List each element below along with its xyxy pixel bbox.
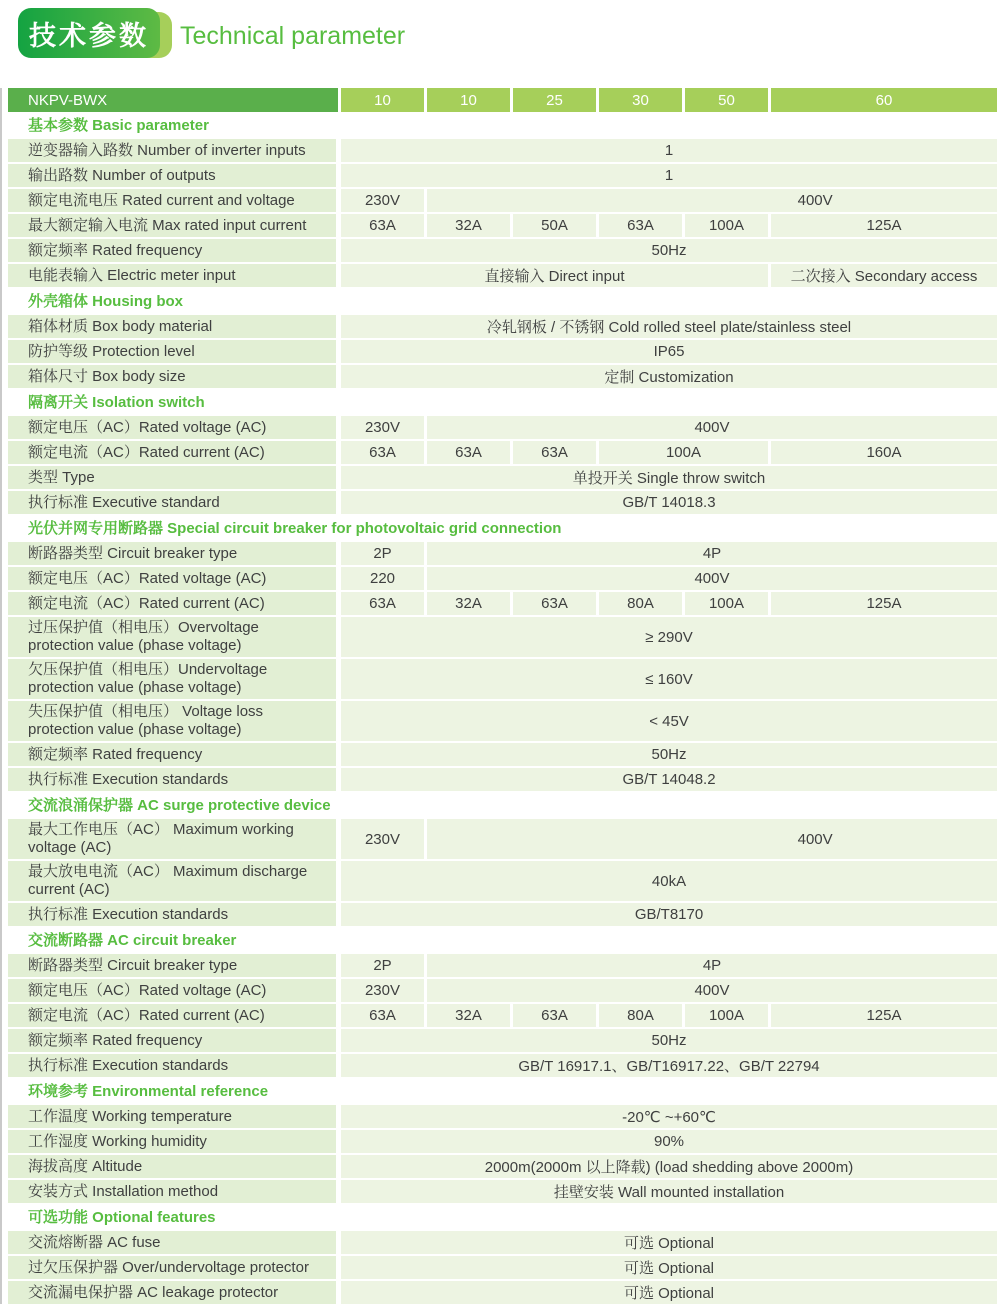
row-value: 90%: [338, 1130, 997, 1153]
table-row: [8, 903, 997, 926]
row-value: GB/T 16917.1、GB/T16917.22、GB/T 22794: [338, 1054, 997, 1077]
row-value: 4P: [424, 542, 997, 565]
row-value: 400V: [424, 819, 997, 859]
row-value: < 45V: [338, 701, 997, 741]
row-value: 100A: [596, 441, 768, 464]
row-value: 63A: [596, 214, 682, 237]
row-label: 输出路数 Number of outputs: [8, 164, 338, 187]
table-row: [8, 768, 997, 791]
table-row: [8, 979, 997, 1002]
section-header: 外壳箱体 Housing box: [28, 293, 183, 310]
row-value: 1: [338, 164, 997, 187]
row-value: 40kA: [338, 861, 997, 901]
row-label: 箱体材质 Box body material: [8, 315, 338, 338]
row-label: 电能表输入 Electric meter input: [8, 264, 338, 287]
section-header: 光伏并网专用断路器 Special circuit breaker for photovoltaic grid connection: [28, 520, 562, 537]
row-label: 工作温度 Working temperature: [8, 1105, 338, 1128]
page-title-zh: 技术参数: [29, 20, 149, 51]
row-value: GB/T 14048.2: [338, 768, 997, 791]
row-value: 可选 Optional: [338, 1281, 997, 1304]
row-label: 箱体尺寸 Box body size: [8, 365, 338, 388]
row-label: 欠压保护值（相电压）Undervoltage protection value (phase voltage): [8, 659, 338, 699]
title-badge: [18, 8, 160, 58]
section-header: 可选功能 Optional features: [28, 1209, 216, 1226]
row-label: 工作湿度 Working humidity: [8, 1130, 338, 1153]
row-label: 类型 Type: [8, 466, 338, 489]
row-value: ≥ 290V: [338, 617, 997, 657]
row-value: 80A: [596, 592, 682, 615]
table-body: [8, 113, 991, 1304]
row-value: 63A: [510, 441, 596, 464]
table-row: [8, 139, 997, 162]
table-row: [8, 239, 997, 262]
page-header: [0, 0, 1000, 88]
row-value: IP65: [338, 340, 997, 363]
row-value: 125A: [768, 214, 997, 237]
row-label: 断路器类型 Circuit breaker type: [8, 542, 338, 565]
row-value: 63A: [338, 214, 424, 237]
table-row: [8, 466, 997, 489]
table-row: [8, 819, 997, 859]
column-header: 30: [596, 88, 682, 112]
row-label: 交流漏电保护器 AC leakage protector: [8, 1281, 338, 1304]
row-value: 220: [338, 567, 424, 590]
row-value: 可选 Optional: [338, 1231, 997, 1254]
table-row: [8, 542, 997, 565]
table-row: [8, 189, 997, 212]
section-header: 基本参数 Basic parameter: [28, 117, 209, 134]
column-header: 25: [510, 88, 596, 112]
row-value: 63A: [338, 592, 424, 615]
table-row: [8, 416, 997, 439]
row-value: 50Hz: [338, 1029, 997, 1052]
table-row: [8, 1105, 997, 1128]
row-value: 400V: [424, 979, 997, 1002]
row-label: 额定电压（AC）Rated voltage (AC): [8, 416, 338, 439]
row-label: 额定电流（AC）Rated current (AC): [8, 592, 338, 615]
row-value: -20℃ ~+60℃: [338, 1105, 997, 1128]
table-row: [8, 617, 997, 657]
row-label: 额定电流电压 Rated current and voltage: [8, 189, 338, 212]
column-header: 10: [338, 88, 424, 112]
row-label: 额定频率 Rated frequency: [8, 1029, 338, 1052]
row-value: 50Hz: [338, 743, 997, 766]
column-header: 50: [682, 88, 768, 112]
row-value: 125A: [768, 592, 997, 615]
row-label: 最大额定输入电流 Max rated input current: [8, 214, 338, 237]
section-header: 交流断路器 AC circuit breaker: [28, 932, 237, 949]
row-value: 32A: [424, 214, 510, 237]
row-label: 最大工作电压（AC） Maximum working voltage (AC): [8, 819, 338, 859]
row-value: 2P: [338, 954, 424, 977]
row-label: 额定电压（AC）Rated voltage (AC): [8, 979, 338, 1002]
column-header: 10: [424, 88, 510, 112]
section-header: 环境参考 Environmental reference: [28, 1083, 269, 1100]
row-value: 63A: [338, 441, 424, 464]
row-value: 63A: [510, 592, 596, 615]
row-value: 定制 Customization: [338, 365, 997, 388]
table-row: [8, 1004, 997, 1027]
row-label: 交流熔断器 AC fuse: [8, 1231, 338, 1254]
table-row: [8, 340, 997, 363]
row-value: 63A: [424, 441, 510, 464]
model-label: NKPV-BWX: [8, 88, 338, 112]
table-row: [8, 164, 997, 187]
row-value: 100A: [682, 214, 768, 237]
row-value: 2000m(2000m 以上降载) (load shedding above 2000m): [338, 1155, 997, 1178]
row-value: 125A: [768, 1004, 997, 1027]
row-value: 直接输入 Direct input: [338, 264, 768, 287]
table-row: [8, 1155, 997, 1178]
row-value: 230V: [338, 189, 424, 212]
row-label: 海拔高度 Altitude: [8, 1155, 338, 1178]
row-value: 63A: [510, 1004, 596, 1027]
row-value: 230V: [338, 979, 424, 1002]
row-value: 4P: [424, 954, 997, 977]
table-row: [8, 264, 997, 287]
row-value: 挂壁安装 Wall mounted installation: [338, 1180, 997, 1203]
table-row: [8, 592, 997, 615]
row-value: ≤ 160V: [338, 659, 997, 699]
row-value: 50A: [510, 214, 596, 237]
table-row: [8, 315, 997, 338]
row-value: 400V: [424, 567, 997, 590]
table-row: [8, 1054, 997, 1077]
row-value: 可选 Optional: [338, 1256, 997, 1279]
table-row: [8, 954, 997, 977]
row-value: GB/T 14018.3: [338, 491, 997, 514]
table-row: [8, 567, 997, 590]
technical-parameter-table: [0, 88, 991, 1304]
row-value: 100A: [682, 592, 768, 615]
row-label: 最大放电电流（AC） Maximum discharge current (AC): [8, 861, 338, 901]
row-value: 100A: [682, 1004, 768, 1027]
row-label: 断路器类型 Circuit breaker type: [8, 954, 338, 977]
row-label: 额定电流（AC）Rated current (AC): [8, 441, 338, 464]
section-header: 交流浪涌保护器 AC surge protective device: [28, 797, 331, 814]
row-value: 400V: [424, 416, 997, 439]
row-value: 32A: [424, 592, 510, 615]
table-header-row: [8, 88, 997, 112]
row-label: 执行标准 Execution standards: [8, 1054, 338, 1077]
row-value: 80A: [596, 1004, 682, 1027]
section-header: 隔离开关 Isolation switch: [28, 394, 205, 411]
row-value: 230V: [338, 819, 424, 859]
table-row: [8, 861, 997, 901]
table-row: [8, 701, 997, 741]
row-label: 防护等级 Protection level: [8, 340, 338, 363]
row-label: 过欠压保护器 Over/undervoltage protector: [8, 1256, 338, 1279]
table-row: [8, 491, 997, 514]
row-label: 执行标准 Executive standard: [8, 491, 338, 514]
row-label: 执行标准 Execution standards: [8, 768, 338, 791]
row-label: 失压保护值（相电压） Voltage loss protection value (phase voltage): [8, 701, 338, 741]
row-label: 逆变器输入路数 Number of inverter inputs: [8, 139, 338, 162]
table-row: [8, 1029, 997, 1052]
row-label: 额定电流（AC）Rated current (AC): [8, 1004, 338, 1027]
row-value: 1: [338, 139, 997, 162]
row-label: 额定频率 Rated frequency: [8, 743, 338, 766]
table-row: [8, 1180, 997, 1203]
table-row: [8, 743, 997, 766]
table-row: [8, 214, 997, 237]
row-value: 400V: [424, 189, 997, 212]
row-value: 2P: [338, 542, 424, 565]
row-value: 230V: [338, 416, 424, 439]
table-row: [8, 441, 997, 464]
table-row: [8, 365, 997, 388]
row-value: 单投开关 Single throw switch: [338, 466, 997, 489]
row-value: 63A: [338, 1004, 424, 1027]
column-header: 60: [768, 88, 997, 112]
row-label: 安装方式 Installation method: [8, 1180, 338, 1203]
table-row: [8, 659, 997, 699]
table-row: [8, 1256, 997, 1279]
table-row: [8, 1130, 997, 1153]
row-value: GB/T8170: [338, 903, 997, 926]
row-value: 32A: [424, 1004, 510, 1027]
row-label: 执行标准 Execution standards: [8, 903, 338, 926]
row-label: 过压保护值（相电压）Overvoltage protection value (phase voltage): [8, 617, 338, 657]
row-value: 50Hz: [338, 239, 997, 262]
page-title-en: Technical parameter: [180, 22, 406, 50]
row-value: 160A: [768, 441, 997, 464]
table-row: [8, 1281, 997, 1304]
row-label: 额定电压（AC）Rated voltage (AC): [8, 567, 338, 590]
row-label: 额定频率 Rated frequency: [8, 239, 338, 262]
table-row: [8, 1231, 997, 1254]
row-value: 冷轧钢板 / 不锈钢 Cold rolled steel plate/stainless steel: [338, 315, 997, 338]
row-value: 二次接入 Secondary access: [768, 264, 997, 287]
